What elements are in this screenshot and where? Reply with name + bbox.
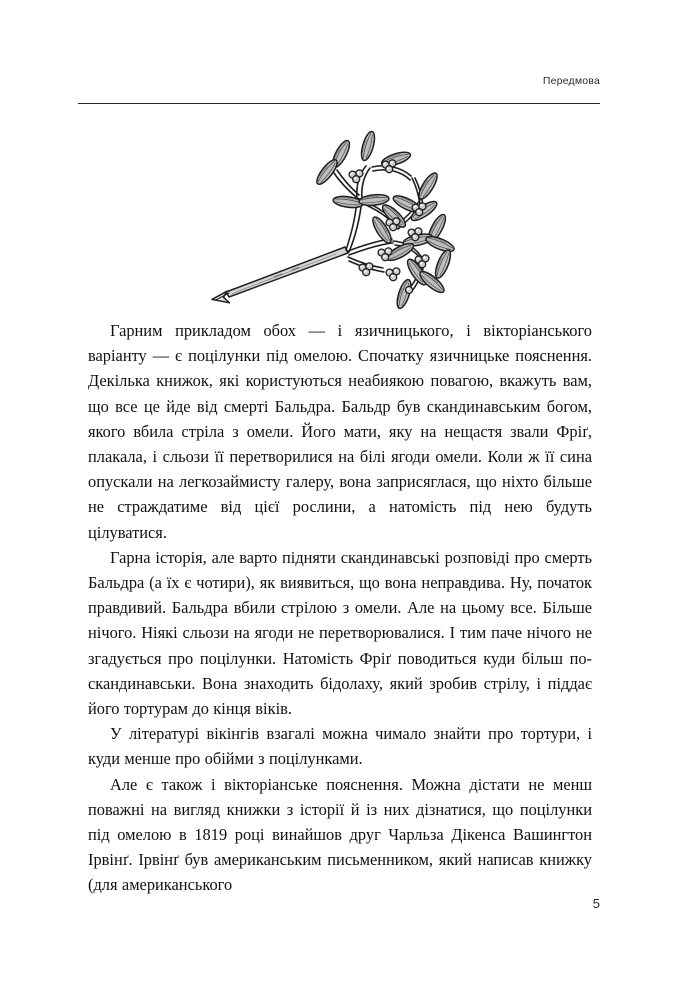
arrow-shaft-and-head <box>212 247 348 303</box>
paragraph: Гарним прикладом обох — і язичницького, і вікторіанського варіанту — є поцілунки під омелою. Спочатку язичницьке пояснення. Декілька книжок, які користуються неабиякою повагою, вкажуть вам, що все це йде від смерті Бальдра. Бальдр був скандинавським богом, якого вбила стріла з омели. Його мати, яку на нещастя звали Фріґ, плакала, і сльози її перетворилися на білі ягоди омели. Коли ж її сина опускали на легкозаймисту галеру, вона заприсяглася, що ніхто більше не страждатиме від цієї рослини, а натомість під нею будуть цілуватися. <box>88 321 592 542</box>
page-number: 5 <box>592 896 600 911</box>
paragraph: Гарна історія, але варто підняти скандинавські розповіді про смерть Бальдра (а їх є чотири), як виявиться, що вона неправдива. Ну, початок правдивий. Бальдра вбили стрілою з омели. Але на цьому все. Більше нічого. Ніякі сльози на ягоди не перетворювалися. І тим паче нічого не згадується про поцілунки. Натомість Фріґ поводиться куди більш по-скандинавськи. Вона знаходить бідолаху, який зробив стрілу, і піддає його тортурам до кінця віків. <box>88 547 592 719</box>
paragraph: У літературі вікінгів взагалі можна чимало знайти про тортури, і куди менше про обійми з поцілунками. <box>88 724 592 769</box>
paragraph: Але є також і вікторіанське пояснення. Можна дістати не менш поважні на вигляд книжки з історії й із них дізнатися, що поцілунки під омелою в 1819 році винайшов друг Чарльза Дікенса Вашингтон Ірвінґ. Ірвінґ був американським письменником, який написав книжку (для американського <box>88 774 592 895</box>
mistletoe-leaves <box>314 130 456 310</box>
mistletoe-arrow-svg <box>196 112 460 312</box>
running-head: Передмова <box>542 75 600 87</box>
mistletoe-arrow-illustration <box>196 112 460 312</box>
body-text-column <box>88 318 592 898</box>
header-divider-rule <box>78 103 600 104</box>
